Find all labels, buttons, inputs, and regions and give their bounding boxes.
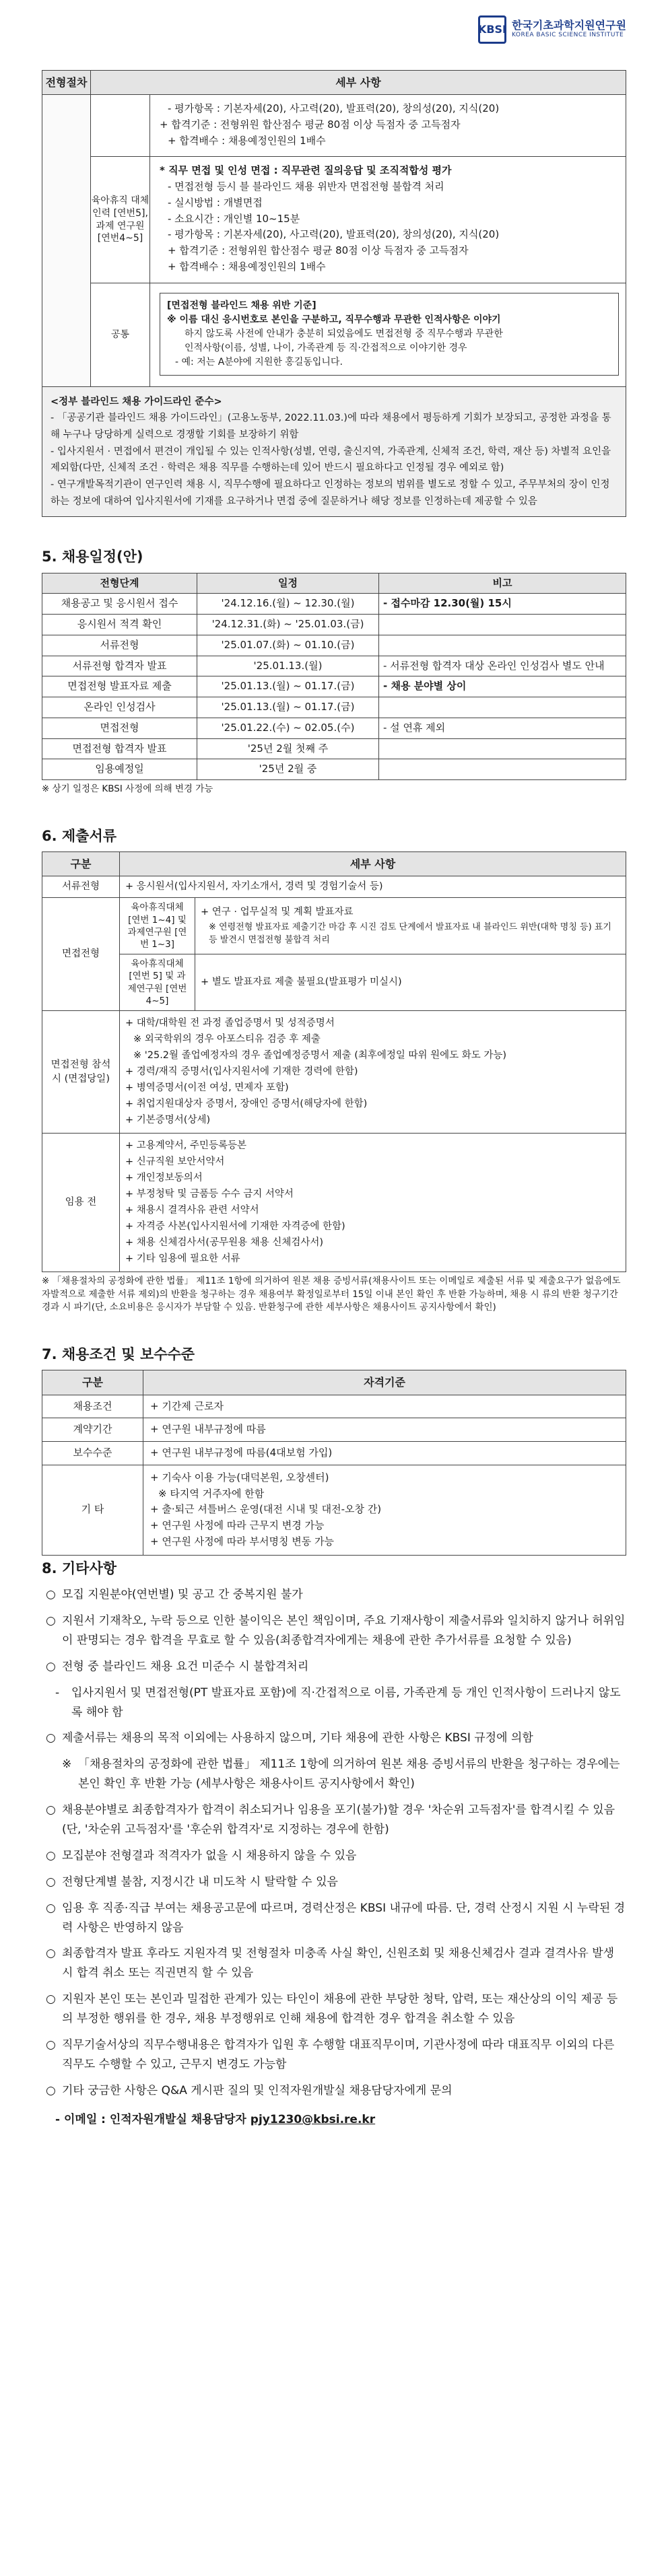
process-header-detail: 세부 사항 — [91, 71, 626, 95]
process-table — [42, 70, 626, 387]
table-row: 서류전형 합격자 발표 '25.01.13.(월) - 서류전형 합격자 대상 온라인 인성검사 별도 안내 — [42, 656, 626, 676]
table-row: 계약기간 + 연구원 내부규정에 따름 — [42, 1418, 626, 1442]
blind-guideline-box: <정부 블라인드 채용 가이드라인 준수> - 「공공기관 블라인드 채용 가이드라인」(고용노동부, 2022.11.03.)에 따라 채용에서 평등하게 기회가 보장되고, 공정한 과정을 통해 누구나 당당하게 실력으로 경쟁할 기회를 보장하기 위함 - 입사지원서 · 면접에서 편견이 개입될 수 있는 인적사항(성별, 연령, 출신지역, 가족관계, 신체적 조건, 학력, 재산 등) 차별적 요인을 제외함(다만, 신체적 조건 · 학력은 채용 직무를 수행하는데 있어 반드시 필요하다고 인정될 경우 예외로 함) - 연구개발목적기관이 연구인력 채용 시, 직무수행에 필요하다고 인정하는 정보의 범위를 별도로 정할 수 있고, 주무부처의 장이 인정하는 정보에 대하여 입사지원서에 기재를 요구하거나 면접 중에 질문하거나 해당 정보를 인정하는데 제공할 수 있음 — [42, 386, 626, 517]
table-row: 육아휴직대체 [연번 5] 및 과제연구원 [연번 4~5] + 별도 발표자료 제출 불필요(발표평가 미실시) — [42, 954, 626, 1011]
blind-violation-notice: [면접전형 블라인드 채용 위반 기준] ※ 이름 대신 응시번호로 본인을 구분하고, 직무수행과 무관한 인적사항은 이야기 하지 않도록 사전에 안내가 충분히 되었음에도 면접전형 중 직무수행과 무관한 인적사항(이름, 성별, 나이, 가족관계 등 직·간접적으로 이야기한 경우 - 예: 저는 A분야에 지원한 홍길동입니다. — [160, 293, 619, 376]
documents-footnote: ※ 「채용절차의 공정화에 관한 법률」 제11조 1항에 의거하여 원본 채용 증빙서류(채용사이트 또는 이메일로 제출된 서류 및 제출요구가 없음에도 자발적으로 제출한 서류 제외)의 반환을 청구하는 경우 채용여부 확정일로부터 15일 이내 본인 확인 후 반환 가능하며, 채용 시 류의 반환 청구기간 경과 시 파기(단, 소요비용은 응시자가 부담할 수 있음. 반환청구에 관한 세부사항은 채용사이트 공지사항에서 확인) — [42, 1276, 621, 1313]
kbsi-logo — [478, 15, 626, 44]
list-item: ○ 전형단계별 불참, 지정시간 내 미도착 시 탈락할 수 있음 — [46, 1875, 338, 1889]
page-header — [42, 15, 626, 44]
list-item: ○ 기타 궁금한 사항은 Q&A 게시판 질의 및 인적자원개발실 채용담당자에게 문의 — [46, 2083, 453, 2097]
table-row: 채용조건 + 기간제 근로자 — [42, 1395, 626, 1418]
table-row: 채용공고 및 응시원서 접수 '24.12.16.(월) ~ 12.30.(월) - 접수마감 12.30(월) 15시 — [42, 594, 626, 615]
table-row: 면접전형 육아휴직대체 [연번 1~4] 및 과제연구원 [연번 1~3] + 연구 · 업무실적 및 계획 발표자료 ※ 연령전형 발표자료 제출기간 마감 후 시진 검토 단계에서 발표자료 내 블라인드 위반(대학 명칭 등) 표기 등 발견시 면접전형 불합격 처리 — [42, 898, 626, 954]
list-item: ※ 「채용절차의 공정화에 관한 법률」 제11조 1항에 의거하여 원본 채용 증빙서류의 반환을 청구하는 경우에는 본인 확인 후 반환 가능 (세부사항은 채용사이트 공지사항에서 확인) — [62, 1757, 620, 1791]
table-row: 기 타 + 기숙사 이용 가능(대덕본원, 오창센터) ※ 타지역 거주자에 한함 + 출·퇴근 셔틀버스 운영(대전 시내 및 대전-오창 간) + 연구원 사정에 따라 근무지 변경 가능 + 연구원 사정에 따라 부서명칭 변동 가능 — [42, 1465, 626, 1555]
table-row: 온라인 인성검사 '25.01.13.(월) ~ 01.17.(금) — [42, 697, 626, 718]
table-row: 면접전형 '25.01.22.(수) ~ 02.05.(수) - 설 연휴 제외 — [42, 718, 626, 738]
list-item: ○ 최종합격자 발표 후라도 지원자격 및 전형절차 미충족 사실 확인, 신원조회 및 채용신체검사 결과 결격사유 발생 시 합격 취소 또는 직권면직 할 수 있음 — [46, 1947, 615, 1980]
table-row: 서류전형 + 응시원서(입사지원서, 자기소개서, 경력 및 경험기술서 등) — [42, 876, 626, 898]
table-row: 보수수준 + 연구원 내부규정에 따름(4대보험 가입) — [42, 1442, 626, 1465]
etc-list — [42, 1585, 626, 2129]
list-item: - 입사지원서 및 면접전형(PT 발표자료 포함)에 직·간접적으로 이름, 가족관계 등 개인 인적사항이 드러나지 않도록 해야 함 — [55, 1685, 621, 1719]
schedule-footnote: ※ 상기 일정은 KBSI 사정에 의해 변경 가능 — [42, 784, 213, 795]
list-item: ○ 제출서류는 채용의 목적 이외에는 사용하지 않으며, 기타 채용에 관한 사항은 KBSI 규정에 의함 — [46, 1731, 533, 1745]
list-item: ○ 임용 후 직종·직급 부여는 채용공고문에 따르며, 경력산정은 KBSI 내규에 따름. 단, 경력 산정시 지원 시 누락된 경력 사항은 반영하지 않음 — [46, 1901, 626, 1935]
logo-korean: 한국기초과학지원연구원 — [511, 18, 626, 32]
conditions-heading: 7. 채용조건 및 보수수준 — [42, 1346, 195, 1362]
contact-line: - 이메일 : 인적자원개발실 채용담당자 pjy1230@kbsi.re.kr — [55, 2112, 376, 2126]
table-row: 응시원서 적격 확인 '24.12.31.(화) ~ '25.01.03.(금) — [42, 615, 626, 635]
process-top-content: - 평가항목 : 기본자세(20), 사고력(20), 발표력(20), 창의성(20), 지식(20) + 합격기준 : 전형위원 합산점수 평균 80점 이상 득점자 중 고득점자 + 합격배수 : 채용예정인원의 1배수 — [150, 95, 626, 157]
list-item: ○ 전형 중 블라인드 채용 요건 미준수 시 불합격처리 — [46, 1659, 309, 1673]
list-item: ○ 직무기술서상의 직무수행내용은 합격자가 입원 후 수행할 대표직무이며, 기관사정에 따라 대표직무 이외의 다른 직무도 수행할 수 있고, 근무지 변경도 가능함 — [46, 2038, 615, 2071]
table-row: 임용 전 + 고용계약서, 주민등록등본 + 신규직원 보안서약서 + 개인정보동의서 + 부정청탁 및 금품등 수수 금지 서약서 + 채용시 결격사유 관련 서약서 + 자격증 사본(입사지원서에 기재한 자격증에 한함) + 채용 신체검사서(공무원용 채용 신체검사서) + 기타 임용에 필요한 서류 — [42, 1134, 626, 1272]
documents-table: 구분 세부 사항 서류전형 + 응시원서(입사지원서, 자기소개서, 경력 및 경험기술서 등) 면접전형 육아휴직대체 [연번 1~4] 및 과제연구원 [연번 1~3] + 연구 · 업무실적 및 계획 발표자료 ※ 연령전형 발표자료 제출기간 마감 후 시진 검토 단계에서 발표자료 내 블라인드 위반(대학 명칭 등) 표기 등 발견시 면접전형 불합격 처리 육아휴직대체 [연번 5] 및 과제연구원 [연번 4~5] + 별도 발표자료 제출 불필요(발표평가 미실시) 면접전형 참석 시 (면접당일) + 대학/대학원 전 과정 졸업증명서 및 성적증명서 ※ 외국학위의 경우 아포스티유 검증 후 제출 ※ '25.2월 졸업예정자의 경우 졸업예정증명서 제출 (최후에정일 따위 원에도 화도 가능) + 경력/재직 증명서(입사지원서에 기재한 경력에 한함) + 병역증명서(이전 여성, 면제자 포함) + 취업지원대상자 증명서, 장애인 증명서(해당자에 한함) + 기본증명서(상세) 임용 전 + 고용계약서, 주민등록등본 + 신규직원 보안서약서 + 개인정보동의서 + 부정청탁 및 금품등 수수 금지 서약서 + 채용시 결격사유 관련 서약서 + 자격증 사본(입사지원서에 기재한 자격증에 한함) + 채용 신체검사서(공무원용 채용 신체검사서) + 기타 임용에 필요한 서류 — [42, 851, 626, 1272]
list-item: ○ 지원서 기재착오, 누락 등으로 인한 불이익은 본인 책임이며, 주요 기재사항이 제출서류와 일치하지 않거나 허위임이 판명되는 경우 합격을 무효로 할 수 있음(최종합격자에게는 채용에 관한 추가서류를 요청할 수 있음) — [46, 1613, 626, 1647]
table-row: 면접전형 발표자료 제출 '25.01.13.(월) ~ 01.17.(금) - 채용 분야별 상이 — [42, 676, 626, 697]
conditions-table: 구분 자격기준 채용조건 + 기간제 근로자 계약기간 + 연구원 내부규정에 따름 보수수준 + 연구원 내부규정에 따름(4대보험 가입) 기 타 + 기숙사 이용 가능(대덕본원, 오창센터) ※ 타지역 거주자에 한함 + 출·퇴근 셔틀버스 운영(대전 시내 및 대전-오창 간) + 연구원 사정에 따라 근무지 변경 가능 + 연구원 사정에 따라 부서명칭 변동 가능 — [42, 1370, 626, 1555]
etc-heading: 8. 기타사항 — [42, 1560, 117, 1576]
logo-english: KOREA BASIC SCIENCE INSTITUTE — [511, 32, 624, 39]
schedule-heading: 5. 채용일정(안) — [42, 549, 143, 565]
table-row: 면접전형 합격자 발표 '25년 2월 첫째 주 — [42, 738, 626, 759]
process-sub-content: * 직무 면접 및 인성 면접 : 직무관련 질의응답 및 조직적합성 평가 - 면접전형 등시 블 블라인드 채용 위반자 면접전형 불합격 처리 - 실시방법 : 개별면접 - 소요시간 : 개인별 10~15분 - 평가항목 : 기본자세(20), 사고력(20), 발표력(20), 창의성(20), 지식(20) + 합격기준 : 전형위원 합산점수 평균 80점 이상 득점자 중 고득점자 + 합격배수 : 채용예정인원의 1배수 — [150, 157, 626, 283]
table-row: 임용예정일 '25년 2월 중 — [42, 759, 626, 780]
documents-heading: 6. 제출서류 — [42, 827, 117, 844]
guide-title: <정부 블라인드 채용 가이드라인 준수> — [51, 396, 222, 407]
list-item: ○ 모집분야 전형결과 적격자가 없을 시 채용하지 않을 수 있음 — [46, 1848, 357, 1863]
contact-email-link[interactable]: pjy1230@kbsi.re.kr — [250, 2112, 376, 2126]
list-item: ○ 모집 지원분야(연번별) 및 공고 간 중복지원 불가 — [46, 1588, 303, 1602]
process-sub-label: 육아휴직 대체인력 [연번5], 과제 연구원 [연번4~5] — [91, 157, 150, 283]
table-row: 면접전형 참석 시 (면접당일) + 대학/대학원 전 과정 졸업증명서 및 성적증명서 ※ 외국학위의 경우 아포스티유 검증 후 제출 ※ '25.2월 졸업예정자의 경우 졸업예정증명서 제출 (최후에정일 따위 원에도 화도 가능) + 경력/재직 증명서(입사지원서에 기재한 경력에 한함) + 병역증명서(이전 여성, 면제자 포함) + 취업지원대상자 증명서, 장애인 증명서(해당자에 한함) + 기본증명서(상세) — [42, 1011, 626, 1134]
process-common-label: 공통 — [91, 283, 150, 386]
process-header-stage: 전형절차 — [42, 71, 91, 95]
list-item: ○ 채용분야별로 최종합격자가 합격이 취소되거나 임용을 포기(불가)할 경우 '차순위 고득점자'를 합격시킬 수 있음(단, '차순위 고득점자'를 '후순위 합격자'로 지정하는 경우에 한함) — [46, 1803, 615, 1836]
process-stage-cell — [42, 95, 91, 387]
logo-mark: KBSI — [478, 15, 506, 44]
table-row: 서류전형 '25.01.07.(화) ~ 01.10.(금) — [42, 635, 626, 656]
list-item: ○ 지원자 본인 또는 본인과 밀접한 관계가 있는 타인이 채용에 관한 부당한 청탁, 압력, 또는 재산상의 이익 제공 등의 부정한 행위를 한 경우, 채용 부정행위로 인해 채용에 합격한 경우 합격을 취소할 수 있음 — [46, 1992, 618, 2026]
schedule-table: 전형단계 일정 비고 채용공고 및 응시원서 접수 '24.12.16.(월) ~ 12.30.(월) - 접수마감 12.30(월) 15시 응시원서 적격 확인 '24.12.31.(화) ~ '25.01.03.(금) 서류전형 '25.01.07.(화) ~ 01.10.(금) 서류전형 합격자 발표 '25.01.13.(월) - 서류전형 합격자 대상 온라인 인성검사 별도 안내 면접전형 발표자료 제출 '25.01.13.(월) ~ 01.17.(금) - 채용 분야별 상이 온라인 인성검사 '25.01.13.(월) ~ 01.17.(금) 면접전형 '25.01.22.(수) ~ 02.05.(수) - 설 연휴 제외 면접전형 합격자 발표 '25년 2월 첫째 주 임용예정일 '25년 2월 중 — [42, 573, 626, 781]
